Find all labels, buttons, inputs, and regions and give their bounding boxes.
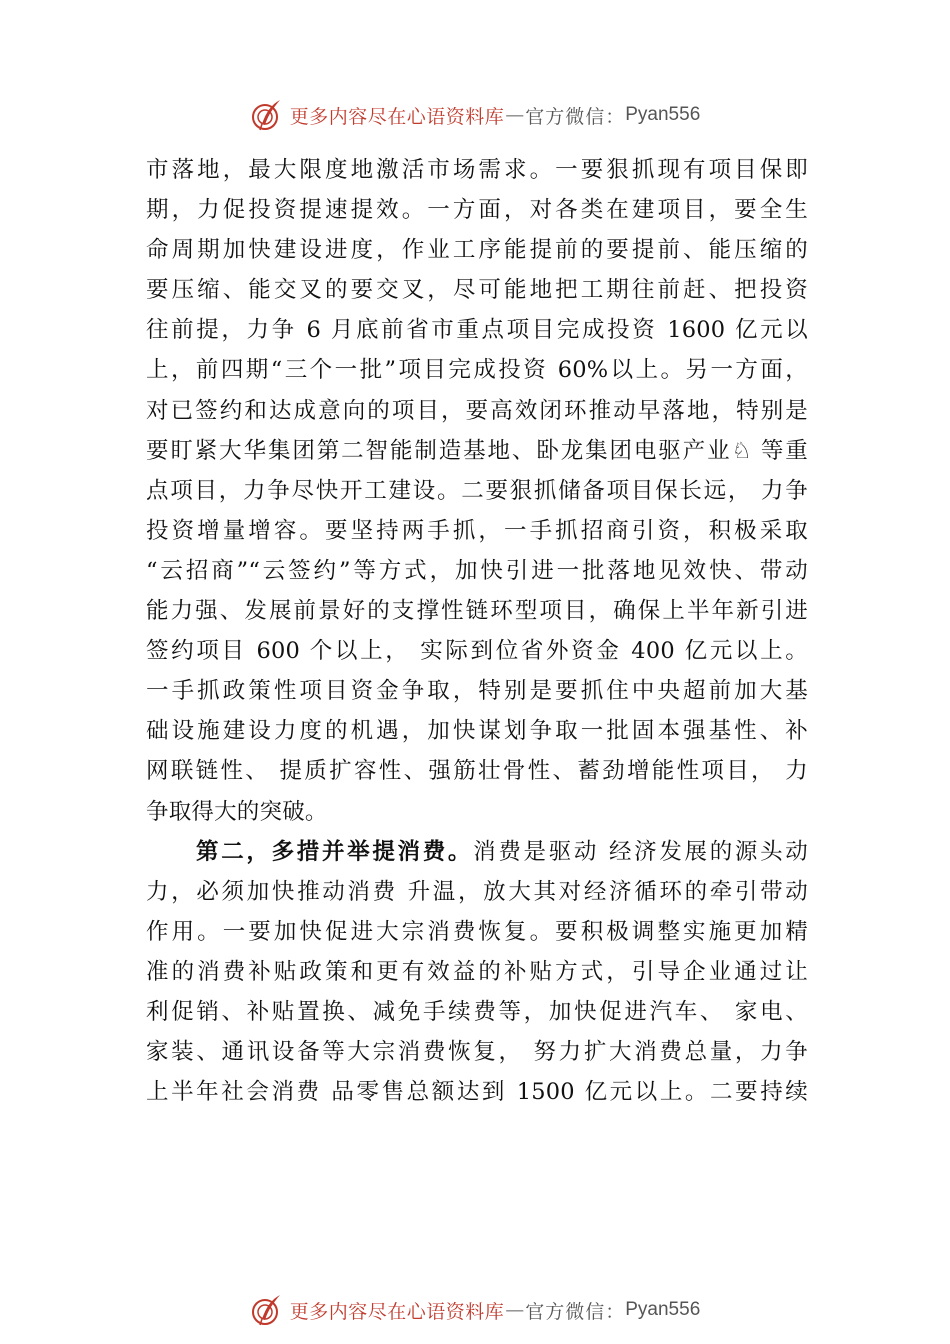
text-line: 要盯紧大华集团第二智能制造基地、卧龙集团电驱产业♘ 等重 [146,437,808,464]
watermark-site: 更多内容尽在心语资料库 [289,105,505,128]
text-line: 上，前四期“三个一批”项目完成投资 60%以上。另一方面， [146,357,808,384]
text-line-first [146,832,808,872]
paragraph-2 [146,832,808,1113]
watermark-dash: — [505,1299,525,1321]
paragraph-1 [146,150,808,832]
text-line: 家装、通讯设备等大宗消费恢复， 努力扩大消费总量，力争 [146,1039,808,1066]
text-line: 往前提，力争 6 月底前省市重点项目完成投资 1600 亿元以 [146,317,808,344]
watermark-footer [0,1290,950,1330]
text-line: “云招商”“云签约”等方式，加快引进一批落地见效快、带动 [146,557,808,584]
watermark-site: 更多内容尽在心语资料库 [289,1300,505,1323]
text-line: 命周期加快建设进度，作业工序能提前的要提前、能压缩的 [146,237,808,264]
text-line: 作用。一要加快促进大宗消费恢复。要积极调整实施更加精 [146,918,808,945]
text-line: 能力强、发展前景好的支撑性链环型项目，确保上半年新引进 [146,598,808,625]
text-line: 争取得大的突破。 [146,798,328,825]
watermark-label: 官方微信： [525,105,626,128]
text-line: 网联链性、 提质扩容性、强筋壮骨性、蓄劲增能性项目， 力 [146,758,808,785]
text-line: 市落地，最大限度地激活市场需求。一要狠抓现有项目保即 [146,157,808,183]
text-line: 一手抓政策性项目资金争取，特别是要抓住中央超前加大基 [146,678,808,705]
text-line: 点项目，力争尽快开工建设。二要狠抓储备项目保长远， 力争 [146,477,808,504]
text-line: 要压缩、能交叉的要交叉，尽可能地把工期往前赶、把投资 [146,277,808,304]
quill-logo-icon [250,98,284,132]
text-line: 利促销、补贴置换、减免手续费等，加快促进汽车、 家电、 [146,998,808,1025]
watermark-id: Pyan556 [625,104,701,125]
text-line: 上半年社会消费 品零售总额达到 1500 亿元以上。二要持续 [146,1079,808,1106]
watermark-label: 官方微信： [525,1300,626,1323]
text-line: 础设施建设力度的机遇，加快谋划争取一批固本强基性、补 [146,718,808,745]
text-line: 投资增量增容。要坚持两手抓，一手抓招商引资，积极采取 [146,517,808,544]
watermark-dash: — [505,104,525,126]
watermark-id: Pyan556 [625,1299,701,1320]
heading-rest: 消费是驱动 经济发展的源头动 [473,838,808,865]
watermark-header [0,95,950,135]
text-line: 准的消费补贴政策和更有效益的补贴方式，引导企业通过让 [146,958,808,985]
quill-logo-icon [250,1293,284,1327]
section-heading: 第二，多措并举提消费。 [196,838,474,865]
text-line: 签约项目 600 个以上， 实际到位省外资金 400 亿元以上。 [146,638,808,665]
text-line: 对已签约和达成意向的项目，要高效闭环推动早落地，特别是 [146,397,808,424]
text-line: 期，力促投资提速提效。一方面，对各类在建项目，要全生 [146,197,808,224]
text-line: 力，必须加快推动消费 升温，放大其对经济循环的牵引带动 [146,878,808,905]
document-body [146,150,808,1112]
